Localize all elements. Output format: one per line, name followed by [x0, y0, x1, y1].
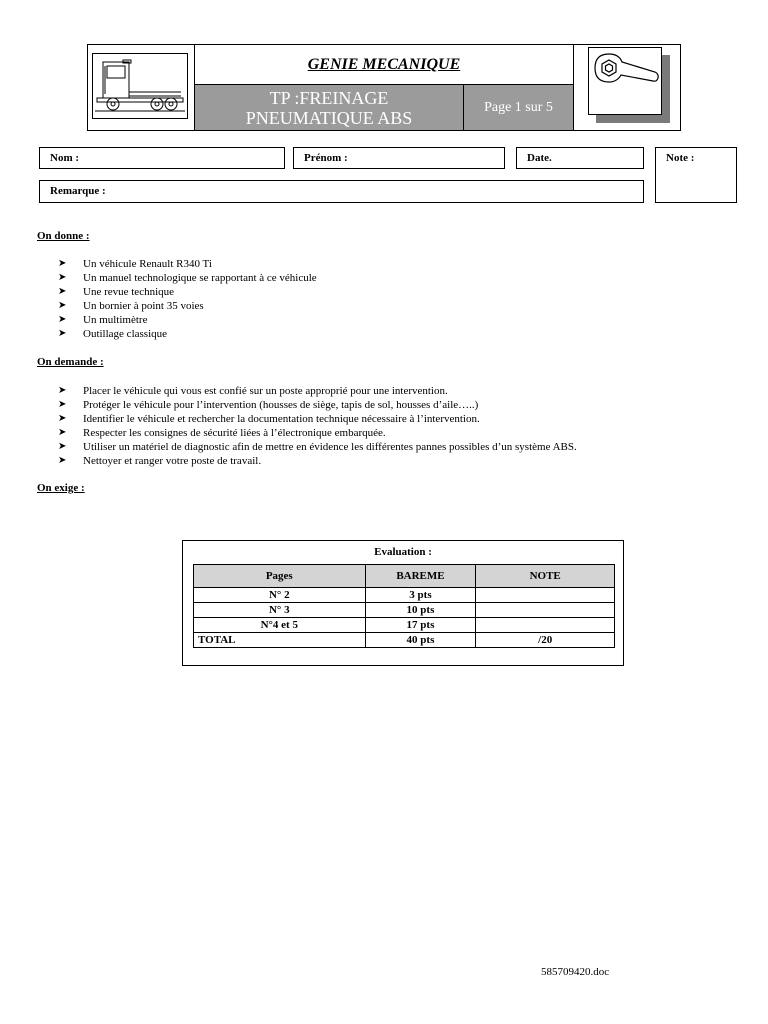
cell-pages: N°4 et 5: [194, 618, 366, 633]
on-donne-list: [58, 257, 317, 341]
note-field[interactable]: [655, 147, 737, 203]
remarque-label: Remarque :: [50, 185, 106, 197]
list-item-text: Respecter les consignes de sécurité liées à l’électronique embarquée.: [83, 427, 386, 439]
column-header-bareme: BAREME: [365, 565, 476, 588]
table-total-row: [194, 633, 615, 648]
list-item: [58, 285, 317, 299]
list-item: [58, 271, 317, 285]
list-item-text: Une revue technique: [83, 286, 175, 298]
list-item-text: Identifier le véhicule et rechercher la documentation technique nécessaire à l’intervention.: [83, 413, 480, 425]
arrowhead-bullet-icon: ➤: [58, 399, 67, 410]
cell-bareme: 10 pts: [365, 603, 476, 618]
arrowhead-bullet-icon: ➤: [58, 441, 67, 452]
truck-icon: [93, 54, 187, 118]
wrench-logo-cell: [573, 45, 680, 130]
list-item: [58, 313, 317, 327]
arrowhead-bullet-icon: ➤: [58, 455, 67, 466]
list-item: [58, 257, 317, 271]
list-item-text: Un manuel technologique se rapportant à ce véhicule: [83, 272, 317, 284]
list-item: [58, 454, 577, 468]
arrowhead-bullet-icon: ➤: [58, 427, 67, 438]
on-demande-list: [58, 384, 577, 468]
page-indicator: Page 1 sur 5: [464, 85, 573, 130]
on-donne-title: On donne :: [37, 230, 90, 242]
wrench-icon: [589, 48, 661, 114]
note-label: Note :: [666, 152, 695, 164]
footer-filename: 585709420.doc: [541, 966, 610, 978]
cell-pages: N° 3: [194, 603, 366, 618]
on-exige-title: On exige :: [37, 482, 85, 494]
list-item-text: Un bornier à point 35 voies: [83, 300, 204, 312]
arrowhead-bullet-icon: ➤: [58, 272, 67, 283]
list-item-text: Protéger le véhicule pour l’intervention (housses de siège, tapis de sol, housses d’aile…..): [83, 399, 479, 411]
arrowhead-bullet-icon: ➤: [58, 314, 67, 325]
list-item-text: Placer le véhicule qui vous est confié sur un poste approprié pour une intervention.: [83, 385, 448, 397]
list-item: [58, 299, 317, 313]
wrench-logo-frame: [588, 47, 662, 115]
cell-note[interactable]: [476, 618, 615, 633]
table-row: [194, 603, 615, 618]
list-item-text: Un multimètre: [83, 314, 148, 326]
arrowhead-bullet-icon: ➤: [58, 300, 67, 311]
cell-note[interactable]: [476, 603, 615, 618]
arrowhead-bullet-icon: ➤: [58, 385, 67, 396]
remarque-field[interactable]: [39, 180, 644, 203]
cell-total-label: TOTAL: [194, 633, 366, 648]
nom-label: Nom :: [50, 152, 80, 164]
cell-bareme: 17 pts: [365, 618, 476, 633]
date-field[interactable]: [516, 147, 644, 169]
truck-logo-frame: [92, 53, 188, 119]
cell-total-bareme: 40 pts: [365, 633, 476, 648]
column-header-note: NOTE: [476, 565, 615, 588]
cell-total-note: /20: [476, 633, 615, 648]
tp-title-line1: TP :FREINAGE: [269, 88, 389, 108]
on-demande-title: On demande :: [37, 356, 104, 368]
column-header-pages: Pages: [194, 565, 366, 588]
list-item-text: Outillage classique: [83, 328, 168, 340]
arrowhead-bullet-icon: ➤: [58, 258, 67, 269]
list-item: [58, 398, 577, 412]
arrowhead-bullet-icon: ➤: [58, 286, 67, 297]
table-row: [194, 618, 615, 633]
prenom-field[interactable]: [293, 147, 505, 169]
list-item-text: Un véhicule Renault R340 Ti: [83, 258, 212, 270]
list-item-text: Utiliser un matériel de diagnostic afin de mettre en évidence les différentes pannes possibles d’un système ABS.: [83, 441, 577, 453]
date-label: Date.: [527, 152, 552, 164]
cell-note[interactable]: [476, 588, 615, 603]
cell-pages: N° 2: [194, 588, 366, 603]
document-header: [87, 44, 681, 131]
list-item: [58, 426, 577, 440]
prenom-label: Prénom :: [304, 152, 348, 164]
nom-field[interactable]: [39, 147, 285, 169]
tp-title: [195, 85, 464, 130]
table-row: [194, 588, 615, 603]
list-item: [58, 440, 577, 454]
cell-bareme: 3 pts: [365, 588, 476, 603]
evaluation-box: [182, 540, 624, 666]
list-item: [58, 384, 577, 398]
tp-title-line2: PNEUMATIQUE ABS: [245, 108, 413, 128]
list-item: [58, 327, 317, 341]
list-item-text: Nettoyer et ranger votre poste de travail.: [83, 455, 262, 467]
arrowhead-bullet-icon: ➤: [58, 413, 67, 424]
arrowhead-bullet-icon: ➤: [58, 328, 67, 339]
truck-logo-cell: [88, 45, 195, 130]
evaluation-table: [193, 564, 615, 648]
table-header-row: [194, 565, 615, 588]
evaluation-title: Evaluation :: [374, 546, 432, 558]
header-title: GENIE MECANIQUE: [195, 45, 573, 85]
list-item: [58, 412, 577, 426]
